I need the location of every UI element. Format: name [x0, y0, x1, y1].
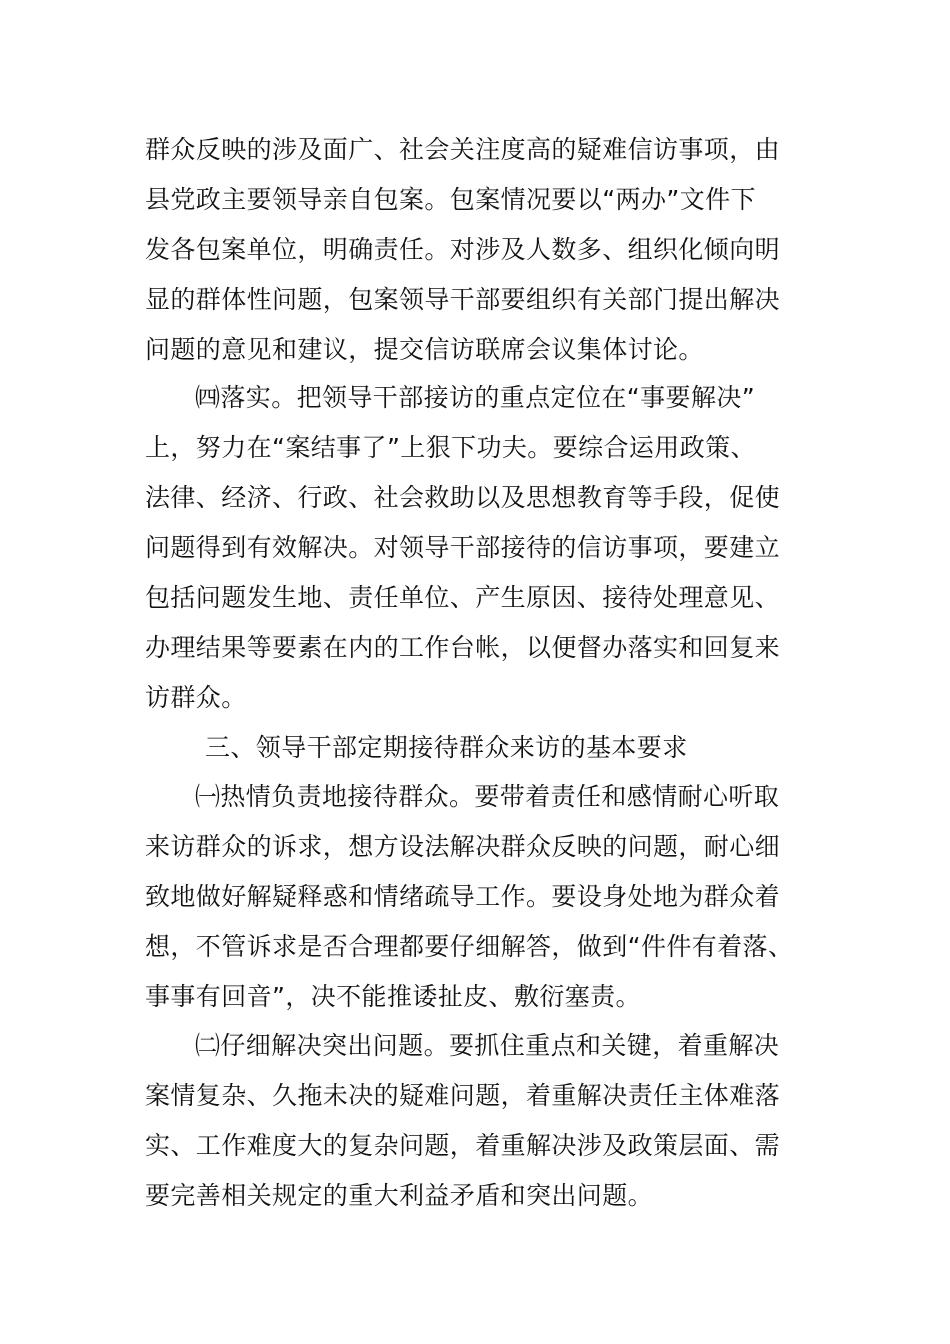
- paragraph-line: 群众反映的涉及面广、社会关注度高的疑难信访事项，由: [145, 135, 781, 164]
- paragraph-line: ㈠热情负责地接待群众。要带着责任和感情耐心听取: [195, 782, 780, 811]
- paragraph-line: 发各包案单位，明确责任。对涉及人数多、组织化倾向明: [145, 235, 781, 264]
- section-heading: 三、领导干部定期接待群众来访的基本要求: [205, 733, 688, 762]
- paragraph-line: 上，努力在“案结事了”上狠下功夫。要综合运用政策、: [145, 433, 756, 462]
- paragraph-line: 办理结果等要素在内的工作台帐，以便督办落实和回复来: [145, 633, 781, 662]
- paragraph-line: 显的群体性问题，包案领导干部要组织有关部门提出解决: [145, 285, 781, 314]
- paragraph-line: 要完善相关规定的重大利益矛盾和突出问题。: [145, 1181, 654, 1210]
- paragraph-line: 致地做好解疑释惑和情绪疏导工作。要设身处地为群众着: [145, 882, 781, 911]
- paragraph-line: 事事有回音”，决不能推诿扯皮、敷衍塞责。: [145, 982, 641, 1011]
- paragraph-line: 包括问题发生地、责任单位、产生原因、接待处理意见、: [145, 583, 781, 612]
- paragraph-line: 访群众。: [145, 683, 247, 712]
- paragraph-line: 想，不管诉求是否合理都要仔细解答，做到“件件有着落、: [145, 932, 794, 961]
- paragraph-line: ㈣落实。把领导干部接访的重点定位在“事要解决”: [195, 383, 756, 412]
- paragraph-line: 县党政主要领导亲自包案。包案情况要以“两办”文件下: [145, 185, 756, 214]
- paragraph-line: ㈡仔细解决突出问题。要抓住重点和关键，着重解决: [195, 1031, 780, 1060]
- paragraph-line: 案情复杂、久拖未决的疑难问题，着重解决责任主体难落: [145, 1081, 781, 1110]
- paragraph-line: 问题得到有效解决。对领导干部接待的信访事项，要建立: [145, 533, 781, 562]
- paragraph-line: 来访群众的诉求，想方设法解决群众反映的问题，耐心细: [145, 832, 781, 861]
- paragraph-line: 问题的意见和建议，提交信访联席会议集体讨论。: [145, 335, 704, 364]
- paragraph-line: 法律、经济、行政、社会救助以及思想教育等手段，促使: [145, 483, 781, 512]
- paragraph-line: 实、工作难度大的复杂问题，着重解决涉及政策层面、需: [145, 1131, 781, 1160]
